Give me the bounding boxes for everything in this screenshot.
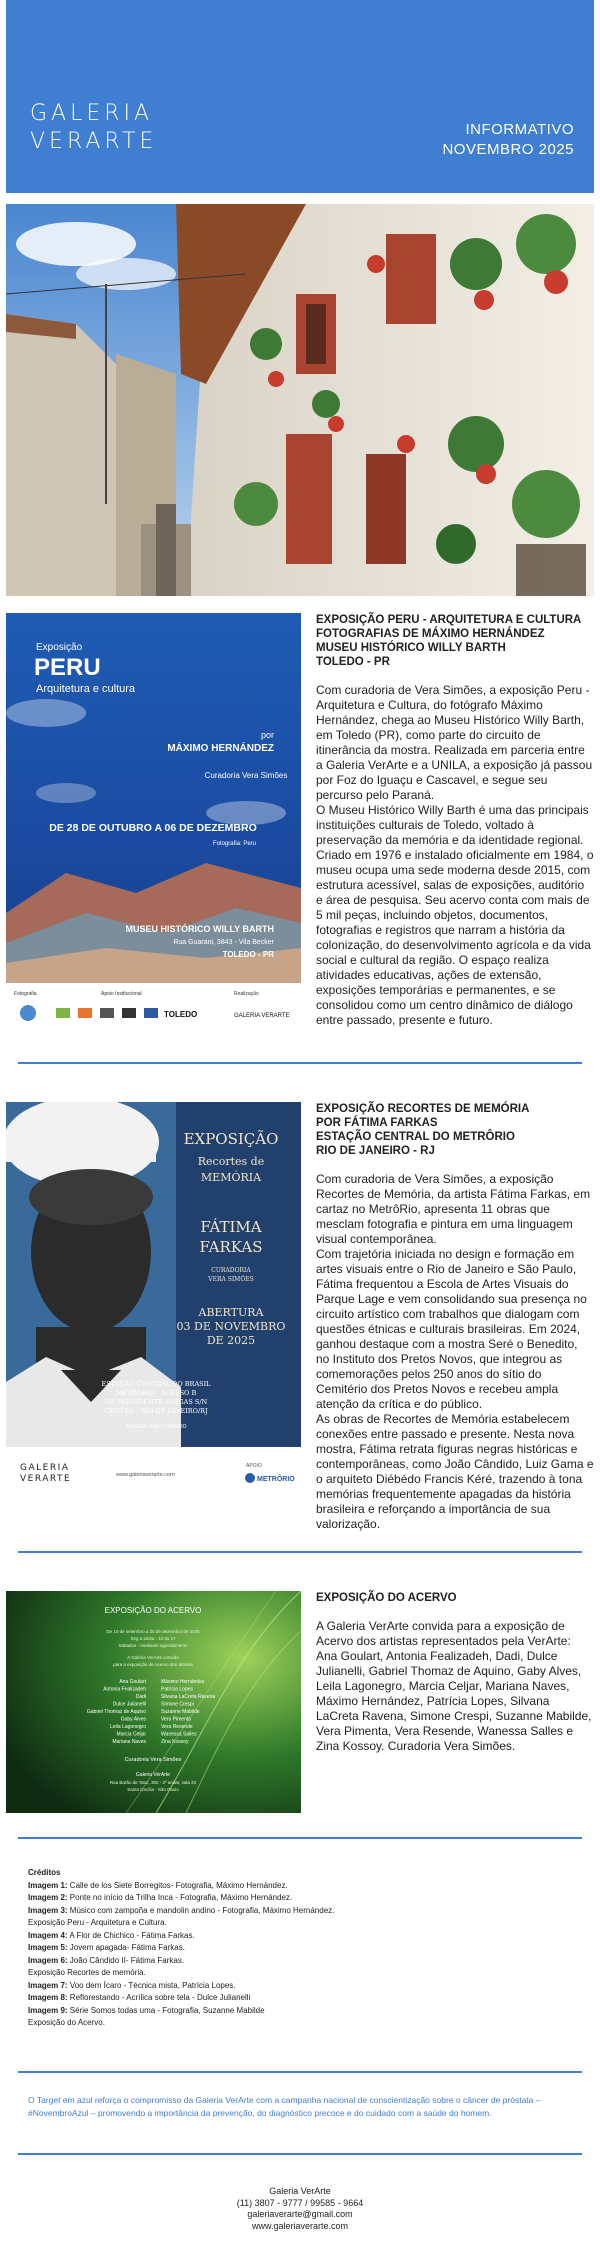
recortes-venue-4: CENTRO - RIO DE JANEIRO/RJ: [104, 1407, 208, 1415]
section-divider: [18, 2071, 582, 2073]
credit-item: [28, 1967, 578, 1980]
recortes-venue-3: AV. PRESIDENTE VARGAS S/N: [104, 1398, 208, 1406]
acervo-heading-line: EXPOSIÇÃO DO ACERVO: [316, 1592, 457, 1604]
credit-text: Reflorestando - Acrílica sobre tela - Dulce Julianelli: [67, 1993, 251, 2002]
credit-text: Exposição Peru - Arquitetura e Cultura.: [28, 1918, 167, 1927]
peru-address: Rua Guarani, 3843 - Vila Becker: [173, 939, 274, 946]
footer-email[interactable]: galeriaverarte@gmail.com: [247, 2209, 353, 2219]
peru-logos-label-1: Fotografia: [14, 991, 37, 997]
logo-line-1: GALERIA: [30, 101, 154, 126]
acervo-artist-name: Marcia Celjar: [116, 1731, 146, 1738]
credits-list: [28, 1880, 578, 2030]
credit-text: A Flor de Chichico - Fátima Farkas.: [67, 1930, 195, 1940]
credit-text: Voo dem Ícaro - Técnica mista, Patrícia Lopes.: [67, 1980, 236, 1990]
sponsor-logo-icon: [122, 1008, 136, 1018]
peru-heading-line: EXPOSIÇÃO PERU - ARQUITETURA E CULTURA: [316, 614, 582, 626]
peru-paragraph: O Museu Histórico Willy Barth é uma das principais instituições culturais de Toledo, voltado à preservação da memória e da identidade regional. Criado em 1976 e instalado oficialmente em 1984, o museu ocupa uma sede moderna desde 2015, com estrutura acessível, salas de exposições, auditório e área de pesquisa. Seu acervo conta com mais de 5 mil peças, incluindo objetos, documentos, fotografias e registros que narram a história da colonização, do desenvolvimento agrícola e da vida social e cultural da região. O espaço realiza atividades educativas, ações de extensão, exposições temporárias e permanentes, e se consolidou como um centro dinâmico de diálogo entre passado, presente e futuro.: [316, 803, 594, 1027]
poster-peru[interactable]: [6, 613, 301, 1038]
hero-illustration: [6, 204, 594, 596]
credit-item: [28, 1880, 578, 1893]
peru-venue: MUSEU HISTÓRICO WILLY BARTH: [125, 924, 274, 934]
header-label: INFORMATIVO: [465, 121, 574, 138]
peru-by: por: [260, 730, 274, 740]
peru-dates: DE 28 DE OUTUBRO A 06 DE DEZEMBRO: [49, 822, 257, 834]
acervo-date-3: Sábados - mediante agendamento: [118, 1643, 188, 1648]
novembro-azul-note: O Target em azul reforça o compromisso da Galeria VerArte com a campanha nacional de conscientização sobre o câncer de próstata – #NovembroAzul – promovendo a importância da prevenção, do diagnóstico precoce e do cuidado com a saúde do homem.: [28, 2095, 541, 2118]
recortes-curator-1: CURADORIA: [211, 1267, 251, 1274]
credit-label: Imagem 1:: [28, 1880, 68, 1890]
recortes-heading-line: ESTAÇÃO CENTRAL DO METRÔRIO: [316, 1131, 515, 1143]
recortes-logo-1: GALERIA: [20, 1463, 70, 1473]
footer-phone: (11) 3807 - 9777 / 99585 - 9664: [236, 2197, 364, 2208]
recortes-body: [316, 1172, 594, 1532]
acervo-artist-name: Wanessa Salles: [161, 1731, 197, 1738]
recortes-paragraph: As obras de Recortes de Memória estabelecem conexões entre passado e presente. Nesta nova mostra, Fátima retrata figuras negras históricas e contemporâneas, como João Cândido, Luiz Gama e o arquiteto Diébédo Francis Kéré, trazendo à tona memórias frequentemente apagadas da história brasileira e reforçando a importância de sua valorização.: [316, 1412, 594, 1531]
acervo-artist-name: Máximo Hernández: [161, 1679, 205, 1685]
recortes-opening-2: 03 DE NOVEMBRO: [176, 1320, 286, 1333]
credit-item: [28, 1980, 578, 1993]
header-date: NOVEMBRO 2025: [442, 141, 574, 158]
peru-heading: [316, 613, 594, 669]
logo-line-2: VERARTE: [30, 129, 158, 154]
credit-item: [28, 1917, 578, 1930]
credit-text: Jovem apagada- Fátima Farkas.: [67, 1943, 185, 1952]
recortes-venue-2: METRÔRIO - ACESSO B: [115, 1389, 197, 1397]
acervo-text: [316, 1591, 594, 1754]
peru-body: [316, 683, 594, 1028]
peru-photo-caption: Fotografia: Peru: [212, 841, 256, 847]
credit-item: [28, 2005, 578, 2018]
acervo-intro-1: A Galeria VerArte convida: [127, 1655, 179, 1660]
recortes-title-1: Recortes de: [197, 1155, 265, 1168]
credit-label: Imagem 3:: [28, 1905, 68, 1915]
credits-heading: Créditos: [28, 1868, 61, 1877]
recortes-heading-line: EXPOSIÇÃO RECORTES DE MEMÓRIA: [316, 1103, 530, 1115]
recortes-poster-art: [6, 1102, 301, 1500]
credits: [28, 1867, 578, 2030]
recortes-title-2: MEMÓRIA: [200, 1171, 262, 1184]
recortes-kicker: EXPOSIÇÃO: [183, 1130, 279, 1148]
sponsor-logo-icon: [20, 1005, 36, 1021]
peru-city: TOLEDO - PR: [222, 950, 274, 959]
credit-text: Calle de los Siete Borregitos- Fotografia, Máximo Hernández.: [67, 1880, 288, 1890]
peru-text: [316, 613, 594, 1028]
recortes-opening-1: ABERTURA: [198, 1306, 264, 1319]
credit-item: [28, 1905, 578, 1918]
recortes-support: APOIO: [246, 1463, 262, 1469]
recortes-heading: [316, 1102, 594, 1158]
recortes-metro: METRÔRIO: [257, 1476, 295, 1483]
acervo-artist-name: Dadi: [135, 1694, 146, 1700]
peru-kicker: Exposição: [36, 642, 83, 653]
acervo-address-2: Santa Cecília - São Paulo: [127, 1787, 179, 1792]
credit-label: Imagem 6:: [28, 1955, 68, 1965]
peru-poster-art: [6, 613, 301, 1038]
peru-subtitle: Arquitetura e cultura: [36, 683, 136, 695]
acervo-artist-name: Gabriel Thomaz de Aquino: [86, 1709, 146, 1715]
acervo-artist-name: Vera Resende: [161, 1724, 193, 1730]
acervo-paragraph: A Galeria VerArte convida para a exposição de Acervo dos artistas representados pela VerArte: Ana Goulart, Antonia Fealizadeh, Dadi, Dulce Julianelli, Gabriel Thomaz de Aquino, Gaby Alves, Leila Lagonegro, Marcia Celjar, Mariana Naves, Máximo Hernández, Patrícia Lopes, Silvana LaCreta Ravena, Simone Crespi, Suzanne Mabilde, Vera Pimenta, Vera Resende, Wanessa Salles e Zina Kossoy. Curadoria Vera Simões.: [316, 1619, 592, 1753]
credit-label: Imagem 2:: [28, 1893, 68, 1902]
credit-text: Ponte no início da Trilha Inca - Fotografia, Máximo Hernández.: [67, 1893, 293, 1902]
credit-item: [28, 2017, 578, 2030]
peru-logo-toledo: TOLEDO: [164, 1010, 198, 1019]
credit-text: Exposição Recortes de memória.: [28, 1968, 146, 1977]
acervo-body: [316, 1619, 594, 1754]
acervo-artist-name: Ana Goulart: [119, 1679, 146, 1685]
hero-street-photo: [6, 204, 594, 596]
galeria-verarte-logo[interactable]: [30, 100, 157, 156]
peru-paragraph: Com curadoria de Vera Simões, a exposição Peru - Arquitetura e Cultura, do fotógrafo Máximo Hernández, chega ao Museu Histórico Willy Barth, em Toledo (PR), como parte do circuito de itinerância da mostra. Realizada em parceria entre a Galeria VerArte e a UNILA, a exposição já passou por Foz do Iguaçu e Cascavel, e segue seu percurso pelo Paraná.: [316, 683, 593, 802]
recortes-heading-line: POR FÁTIMA FARKAS: [316, 1117, 438, 1129]
peru-logo-galeria: GALERIA VERARTE: [234, 1013, 290, 1019]
peru-logos-label-3: Realização: [234, 991, 259, 997]
credit-label: Imagem 8:: [28, 1993, 68, 2002]
poster-recortes[interactable]: [6, 1102, 301, 1500]
acervo-artist-name: Vera Pimenta: [161, 1716, 192, 1723]
sponsor-logo-icon: [78, 1008, 92, 1018]
metrorio-logo-icon: [245, 1473, 255, 1483]
footer-name: Galeria VerArte: [269, 2186, 331, 2196]
recortes-artist-2: FARKAS: [199, 1238, 263, 1256]
acervo-date-1: De 10 de setembro a 20 de dezembro de 2025: [106, 1629, 200, 1634]
section-divider: [18, 2153, 582, 2155]
recortes-paragraph: Com curadoria de Vera Simões, a exposição Recortes de Memória, da artista Fátima Farkas, em cartaz no MetrôRio, apresenta 11 obras que mesclam fotografia e pintura em uma linguagem visual contemporânea.: [316, 1172, 591, 1246]
acervo-artist-name: Patrícia Lopes: [161, 1686, 193, 1693]
credit-item: [28, 1955, 578, 1968]
acervo-poster-title: EXPOSIÇÃO DO ACERVO: [104, 1606, 202, 1615]
acervo-date-2: Seg a sexta - 10 às 17: [130, 1636, 176, 1641]
peru-heading-line: MUSEU HISTÓRICO WILLY BARTH: [316, 642, 506, 654]
header-issue: [442, 120, 574, 160]
credit-item: [28, 1992, 578, 2005]
recortes-site: www.galeriaverarte.com: [116, 1472, 175, 1478]
acervo-artist-name: Suzanne Mabilde: [161, 1709, 200, 1715]
sponsor-logo-icon: [100, 1008, 114, 1018]
recortes-opening-3: DE 2025: [206, 1334, 256, 1347]
acervo-venue: Galeria VerArte: [135, 1772, 171, 1778]
acervo-artist-name: Dulce Julianelli: [112, 1701, 146, 1708]
credit-label: Imagem 7:: [28, 1980, 68, 1990]
sponsor-logo-icon: [144, 1008, 158, 1018]
recortes-curator-2: VERA SIMÕES: [208, 1276, 254, 1283]
credit-label: Imagem 4:: [28, 1930, 68, 1940]
recortes-heading-line: RIO DE JANEIRO - RJ: [316, 1145, 435, 1157]
acervo-artist-name: Leila Lagonegro: [110, 1724, 146, 1730]
credit-text: Músico com zampoña e mandolin andino - Fotografia, Máximo Hernández.: [67, 1905, 335, 1915]
footer-site[interactable]: www.galeriaverarte.com: [251, 2220, 349, 2231]
acervo-address-1: Rua Barão de Tatuí, 302 - 2º andar, sala 22: [109, 1780, 197, 1785]
section-recortes: [6, 1102, 594, 1531]
newsletter-header: [6, 0, 594, 193]
section-divider: [18, 1551, 582, 1553]
acervo-curator: Curadoria Vera Simões: [124, 1757, 182, 1763]
section-divider: [18, 1062, 582, 1064]
recortes-text: [316, 1102, 594, 1532]
sponsor-logo-icon: [56, 1008, 70, 1018]
acervo-artist-name: Antonia Fealizadeh: [103, 1686, 146, 1693]
footer: [0, 2186, 600, 2232]
credit-label: Imagem 9:: [28, 2005, 68, 2015]
recortes-artist-1: FÁTIMA: [200, 1218, 262, 1236]
recortes-paragraph: Com trajetória iniciada no design e formação em artes visuais entre o Rio de Janeiro e São Paulo, Fátima frequentou a Escola de Artes Visuais do Parque Lage e vem consolidando sua presença no circuito artístico com trabalhos que dialogam com questões étnicas e culturais brasileiras. Em 2024, ganhou destaque com a mostra Seré o Benedito, no Instituto dos Pretos Novos, que integrou as comemorações pelos 250 anos do sítio do Cemitério dos Pretos Novos e recebeu ampla atenção da crítica e do público.: [316, 1247, 587, 1411]
peru-title: PERU: [34, 654, 101, 681]
acervo-artist-name: Mariana Naves: [112, 1739, 146, 1745]
credit-item: [28, 1930, 578, 1943]
recortes-image-caption: IMAGEM: JOÃO CÂNDIDO: [125, 1424, 187, 1430]
acervo-intro-2: para a exposição de Acervo dos artistas: [113, 1662, 193, 1667]
section-divider: [18, 1837, 582, 1839]
acervo-artist-name: Silvana LaCreta Ravena: [161, 1694, 216, 1700]
credit-text: João Cândido II- Fátima Farkas.: [67, 1955, 185, 1965]
credit-item: [28, 1892, 578, 1905]
peru-artist: MÁXIMO HERNÁNDEZ: [167, 743, 274, 754]
credit-item: [28, 1942, 578, 1955]
credit-label: Imagem 5:: [28, 1943, 68, 1952]
peru-curator: Curadoria Vera Simões: [204, 771, 288, 780]
peru-logos-label-2: Apoio Institucional: [101, 991, 142, 997]
peru-heading-line: TOLEDO - PR: [316, 656, 390, 668]
recortes-logo-2: VERARTE: [20, 1474, 72, 1484]
section-peru: [6, 613, 594, 1038]
acervo-artist-name: Simone Crespi: [161, 1701, 194, 1708]
section-acervo: [6, 1591, 594, 1813]
peru-heading-line: FOTOGRAFIAS DE MÁXIMO HERNÁNDEZ: [316, 628, 545, 640]
recortes-venue-1: ESTAÇÃO CENTRAL DO BRASIL: [101, 1380, 211, 1388]
acervo-artist-name: Gaby Alves: [120, 1716, 146, 1723]
credit-text: Exposição do Acervo.: [28, 2018, 105, 2027]
acervo-artist-name: Zina Kossoy: [161, 1739, 189, 1745]
poster-acervo[interactable]: [6, 1591, 301, 1813]
credit-text: Série Somos todas uma - Fotografia, Suzanne Mabilde: [67, 2005, 265, 2015]
acervo-heading: [316, 1591, 594, 1605]
acervo-poster-art: [6, 1591, 301, 1813]
